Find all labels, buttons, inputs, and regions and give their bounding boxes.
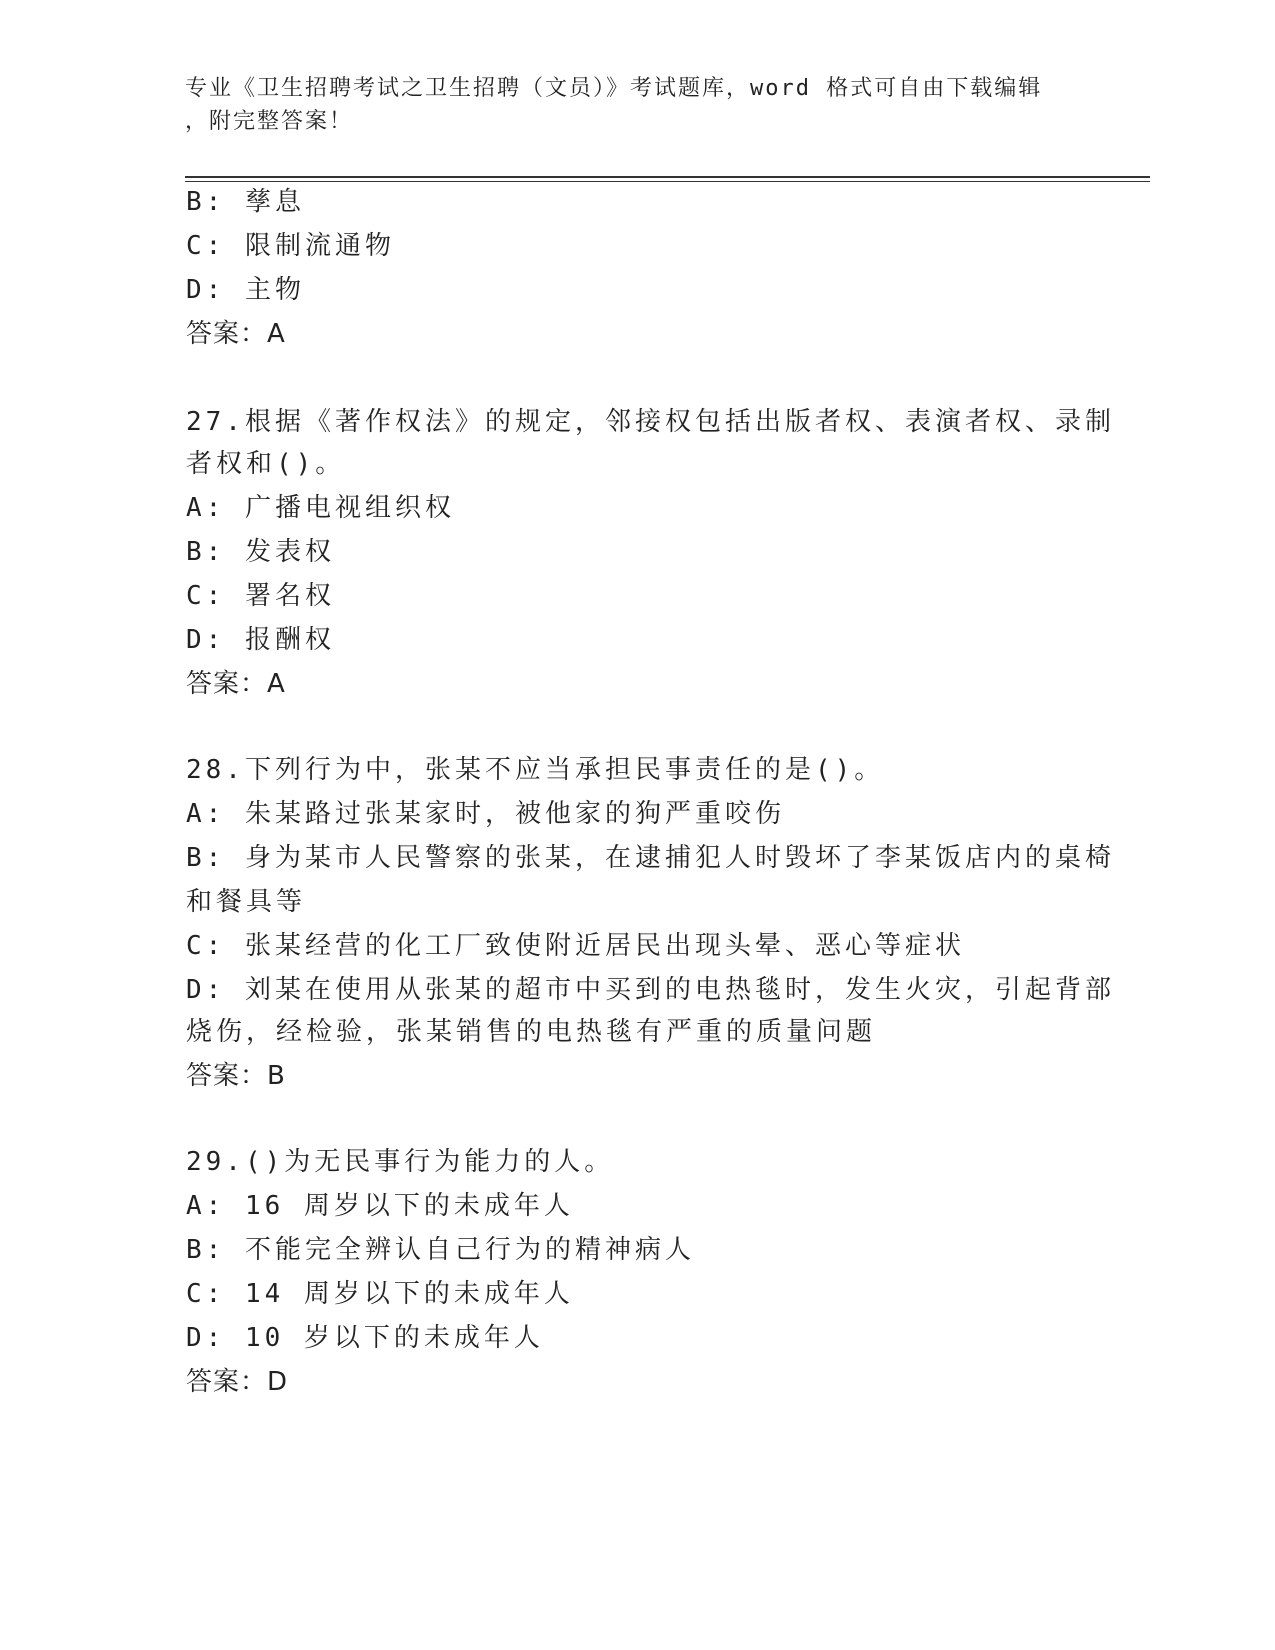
page-header [185,72,1065,138]
q28-option-b-line-1: B: 身为某市人民警察的张某，在逮捕犯人时毁坏了李某饭店内的桌椅 [186,843,1115,873]
q28-option-d-line-1: D: 刘某在使用从张某的超市中买到的电热毯时，发生火灾，引起背部 [186,975,1115,1005]
q27-stem-line-1: 27.根据《著作权法》的规定，邻接权包括出版者权、表演者权、录制 [186,407,1115,437]
fragment-answer: 答案：A [186,319,286,349]
q27-option-b: B: 发表权 [186,537,335,567]
header-line-2: ，附完整答案！ [185,109,354,134]
q29-option-c: C: 14 周岁以下的未成年人 [186,1279,574,1309]
q28-option-d-line-2: 烧伤，经检验，张某销售的电热毯有严重的质量问题 [186,1017,877,1047]
q29-answer: 答案：D [186,1367,289,1397]
fragment-option-b: B: 孳息 [186,187,305,217]
q29-stem: 29.()为无民事行为能力的人。 [186,1147,615,1177]
q28-option-a: A: 朱某路过张某家时，被他家的狗严重咬伤 [186,799,785,829]
q29-option-d: D: 10 岁以下的未成年人 [186,1323,544,1353]
q28-stem: 28.下列行为中，张某不应当承担民事责任的是()。 [186,755,885,785]
q27-stem-line-2: 者权和()。 [186,449,346,479]
q28-option-b-line-2: 和餐具等 [186,887,307,917]
fragment-option-c: C: 限制流通物 [186,231,395,261]
q28-answer: 答案：B [186,1061,286,1091]
q27-option-c: C: 署名权 [186,581,335,611]
q27-option-a: A: 广播电视组织权 [186,493,455,523]
q27-option-d: D: 报酬权 [186,625,335,655]
header-line-1: 专业《卫生招聘考试之卫生招聘（文员）》考试题库，word 格式可自由下载编辑 [185,76,1043,101]
q29-option-b: B: 不能完全辨认自己行为的精神病人 [186,1235,695,1265]
fragment-option-d: D: 主物 [186,275,305,305]
q29-option-a: A: 16 周岁以下的未成年人 [186,1191,574,1221]
q28-option-c: C: 张某经营的化工厂致使附近居民出现头晕、恶心等症状 [186,931,965,961]
q27-answer: 答案：A [186,669,286,699]
header-divider-thick [185,176,1150,178]
